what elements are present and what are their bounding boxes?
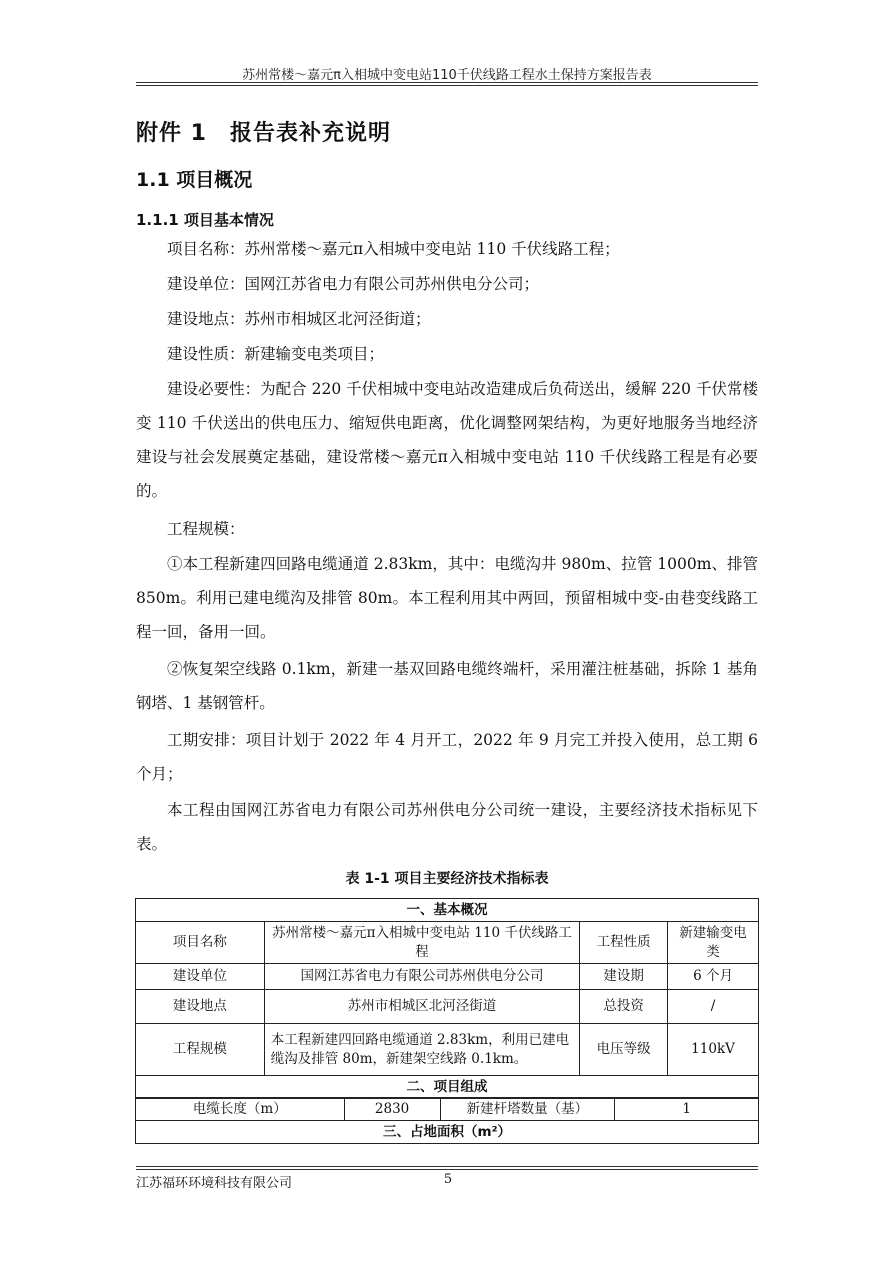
table-value: 本工程新建四回路电缆通道 2.83km，利用已建电缆沟及排管 80m，新建架空线路 0.1km。: [264, 1024, 579, 1076]
nature-line: 建设性质：新建输变电类项目；: [167, 345, 385, 363]
header-rule-inner: [136, 85, 758, 86]
section-heading-1-1: 1.1 项目概况: [136, 169, 253, 191]
project-name-line: 项目名称：苏州常楼～嘉元π入相城中变电站 110 千伏线路工程；: [167, 240, 620, 258]
table-value: 国网江苏省电力有限公司苏州供电分公司: [264, 964, 579, 990]
indicators-table-basic: [135, 898, 759, 1099]
table-key: 电压等级: [580, 1024, 668, 1076]
necessity-paragraph: 建设必要性：为配合 220 千伏相城中变电站改造建成后负荷送出，缓解 220 千伏常楼变 110 千伏送出的供电压力、缩短供电距离，优化调整网架结构，为更好地服务当地经济建设与社会发展奠定基础，建设常楼～嘉元π入相城中变电站 110 千伏线路工程是有必要的。: [136, 380, 758, 500]
footer-company: 江苏福环环境科技有限公司: [136, 1176, 293, 1191]
table-row: [136, 1098, 759, 1121]
table-key: 工程性质: [580, 922, 668, 964]
table-section-heading: 三、占地面积（m²）: [136, 1121, 759, 1144]
table-value: 苏州常楼～嘉元π入相城中变电站 110 千伏线路工程: [264, 922, 579, 964]
table-key: 项目名称: [136, 922, 265, 964]
attachment-title: 附件 1 报告表补充说明: [136, 121, 391, 146]
table-row: [136, 964, 759, 990]
table-row: [136, 990, 759, 1024]
table-value: 1: [615, 1098, 759, 1121]
footer-rule-inner: [136, 1169, 758, 1170]
scale-item-2: ②恢复架空线路 0.1km，新建一基双回路电缆终端杆，采用灌注桩基础，拆除 1 基角钢塔、1 基钢管杆。: [136, 660, 758, 712]
running-header: 苏州常楼～嘉元π入相城中变电站110千伏线路工程水土保持方案报告表: [242, 68, 652, 83]
header-rule: [136, 82, 758, 83]
table-key: 建设单位: [136, 964, 265, 990]
table-key: 电缆长度（m）: [136, 1098, 345, 1121]
scale-item-1: ①本工程新建四回路电缆通道 2.83km，其中：电缆沟井 980m、拉管 1000m、排管 850m。利用已建电缆沟及排管 80m。本工程利用其中两回，预留相城中变-由巷变线路工程一回，备用一回。: [136, 555, 758, 641]
section-heading-1-1-1: 1.1.1 项目基本情况: [136, 211, 274, 229]
schedule-paragraph: 工期安排：项目计划于 2022 年 4 月开工，2022 年 9 月完工并投入使用，总工期 6 个月；: [136, 731, 758, 783]
footer-rule: [136, 1166, 758, 1167]
indicators-table-composition: [135, 1097, 759, 1121]
table-value: 新建输变电类: [668, 922, 759, 964]
table-value: 110kV: [668, 1024, 759, 1076]
location-line: 建设地点：苏州市相城区北河泾街道；: [167, 310, 431, 328]
table-value: 2830: [344, 1098, 440, 1121]
table-row: [136, 922, 759, 964]
scale-label: 工程规模：: [167, 520, 245, 538]
table-value: /: [668, 990, 759, 1024]
table-key: 建设地点: [136, 990, 265, 1024]
page-number: 5: [443, 1172, 453, 1187]
table-caption: 表 1-1 项目主要经济技术指标表: [345, 871, 549, 887]
table-row: [136, 1024, 759, 1076]
table-value: 苏州市相城区北河泾街道: [264, 990, 579, 1024]
table-key: 新建杆塔数量（基）: [440, 1098, 615, 1121]
table-section-heading: 二、项目组成: [136, 1076, 759, 1099]
indicators-table-area: [135, 1120, 759, 1144]
table-key: 工程规模: [136, 1024, 265, 1076]
table-key: 建设期: [580, 964, 668, 990]
table-key: 总投资: [580, 990, 668, 1024]
table-section-heading: 一、基本概况: [136, 899, 759, 922]
table-value: 6 个月: [668, 964, 759, 990]
construction-unit-line: 建设单位：国网江苏省电力有限公司苏州供电分公司；: [167, 275, 540, 293]
summary-paragraph: 本工程由国网江苏省电力有限公司苏州供电分公司统一建设，主要经济技术指标见下表。: [136, 801, 758, 853]
